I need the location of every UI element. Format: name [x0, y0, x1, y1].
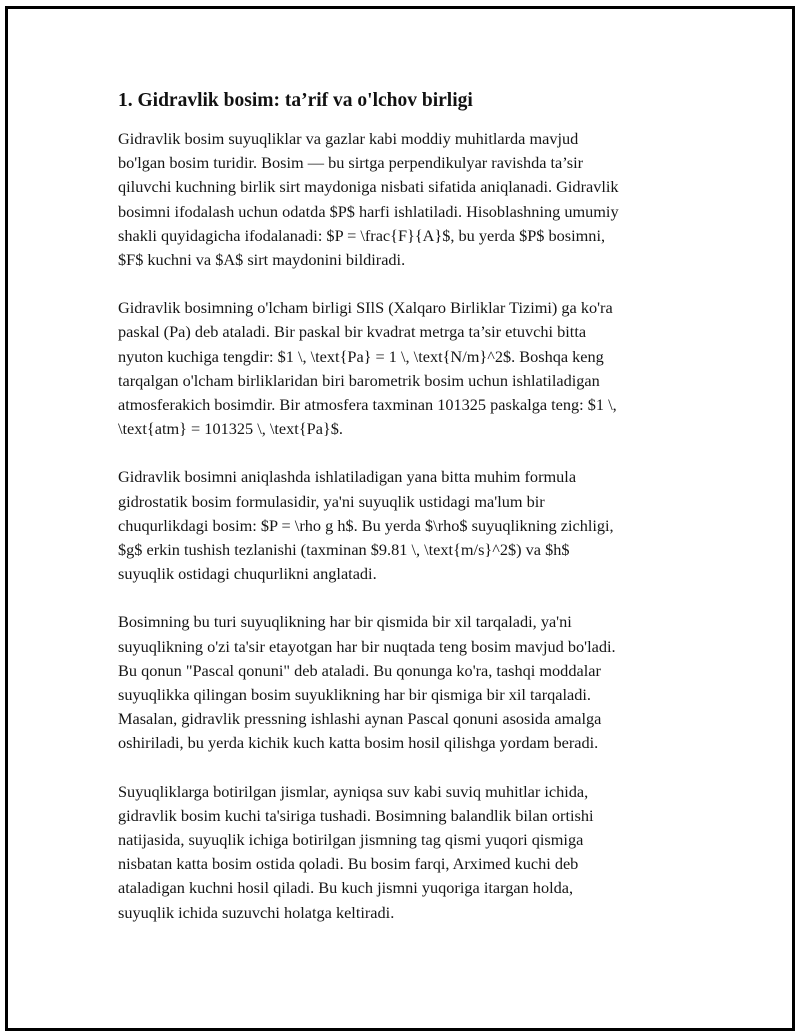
text-line: Bu qonun "Pascal qonuni" deb ataladi. Bu qonunga ko'ra, tashqi moddalar [118, 660, 601, 680]
text-line: nyuton kuchiga tengdir: $1 \, \text{Pa} = 1 \, \text{N/m}^2$. Boshqa keng [118, 346, 604, 366]
text-line: gidrostatik bosim formulasidir, ya'ni suyuqlik ustidagi ma'lum bir [118, 491, 545, 511]
text-line: tarqalgan o'lcham birliklaridan biri barometrik bosim uchun ishlatiladigan [118, 370, 600, 390]
text-line: suyuqlik ichida suzuvchi holatga keltiradi. [118, 902, 395, 922]
text-line: \text{atm} = 101325 \, \text{Pa}$. [118, 419, 343, 439]
text-line: qiluvchi kuchning birlik sirt maydoniga nisbati sifatida aniqlanadi. Gidravlik [118, 177, 619, 197]
text-line: natijasida, suyuqlik ichiga botirilgan jismning tag qismi yuqori qismiga [118, 830, 584, 850]
text-line: nisbatan katta bosim ostida qoladi. Bu bosim farqi, Arximed kuchi deb [118, 854, 579, 874]
text-line: Gidravlik bosim suyuqliklar va gazlar kabi moddiy muhitlarda mavjud [118, 129, 579, 148]
text-line: $g$ erkin tushish tezlanishi (taxminan $9.81 \, \text{m/s}^2$) va $h$ [118, 540, 570, 560]
section-heading: 1. Gidravlik bosim: ta’rif va o'lchov birligi [118, 90, 473, 111]
text-line: suyuqlik ostidagi chuqurlikni anglatadi. [118, 564, 377, 584]
paragraph-hydrostatic [118, 465, 693, 586]
paragraph-pascal-law [118, 610, 693, 755]
text-line: atmosferakich bosimdir. Bir atmosfera taxminan 101325 paskalga teng: $1 \, [118, 395, 617, 415]
text-line: suyuqlikning o'zi ta'sir etayotgan har bir nuqtada teng bosim mavjud bo'ladi. [118, 636, 616, 656]
paragraph-units [118, 296, 693, 441]
text-line: $F$ kuchni va $A$ sirt maydonini bildiradi. [118, 250, 406, 270]
text-line: chuqurlikdagi bosim: $P = \rho g h$. Bu yerda $\rho$ suyuqlikning zichligi, [118, 515, 614, 535]
text-line: Gidravlik bosimni aniqlashda ishlatiladigan yana bitta muhim formula [118, 467, 577, 487]
text-line: Bosimning bu turi suyuqlikning har bir qismida bir xil tarqaladi, ya'ni [118, 612, 572, 632]
text-line: paskal (Pa) deb ataladi. Bir paskal bir kvadrat metrga ta’sir etuvchi bitta [118, 322, 587, 342]
paragraph-archimedes [118, 780, 693, 925]
text-line: suyuqlikka qilingan bosim suyuklikning har bir qismiga bir xil tarqaladi. [118, 685, 592, 705]
text-line: Masalan, gidravlik pressning ishlashi aynan Pascal qonuni asosida amalga [118, 709, 602, 729]
text-line: gidravlik bosim kuchi ta'siriga tushadi. Bosimning balandlik bilan ortishi [118, 805, 594, 825]
paragraph-definition [118, 127, 693, 272]
text-line: bosimni ifodalash uchun odatda $P$ harfi ishlatiladi. Hisoblashning umumiy [118, 201, 619, 221]
document-content [113, 88, 693, 925]
text-line: Suyuqliklarga botirilgan jismlar, ayniqsa suv kabi suviq muhitlar ichida, [118, 781, 589, 801]
text-line: ataladigan kuchni hosil qiladi. Bu kuch jismni yuqoriga itargan holda, [118, 878, 574, 898]
text-line: oshiriladi, bu yerda kichik kuch katta bosim hosil qilishga yordam beradi. [118, 733, 599, 753]
text-line: Gidravlik bosimning o'lcham birligi SIlS (Xalqaro Birliklar Tizimi) ga ko'ra [118, 298, 613, 318]
text-line: shakli quyidagicha ifodalanadi: $P = \frac{F}{A}$, bu yerda $P$ bosimni, [118, 225, 606, 245]
text-line: bo'lgan bosim turidir. Bosim — bu sirtga perpendikulyar ravishda ta’sir [118, 153, 584, 173]
